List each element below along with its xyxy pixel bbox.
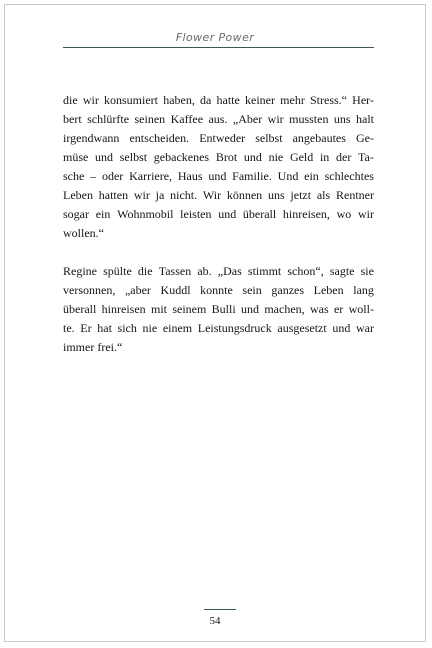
word: ja xyxy=(155,188,165,202)
word: aus. xyxy=(208,112,228,126)
text-line xyxy=(63,319,374,338)
word: die xyxy=(137,264,153,278)
word: hatte xyxy=(216,93,240,107)
word: gebackenes xyxy=(153,150,210,164)
word: Karriere, xyxy=(129,169,173,183)
word: Wir xyxy=(202,188,222,202)
word: versonnen, xyxy=(63,283,116,297)
word: die xyxy=(63,93,78,107)
word: ganzes xyxy=(271,283,305,297)
paragraph-gap xyxy=(63,243,374,262)
text-line xyxy=(63,205,374,224)
word: irgendwann xyxy=(63,131,120,145)
word: entscheiden. xyxy=(129,131,190,145)
text-line xyxy=(63,167,374,186)
word: Familie. xyxy=(232,169,272,183)
word: der xyxy=(336,150,352,164)
word: ein xyxy=(304,169,319,183)
word: können xyxy=(226,188,263,202)
word: überall xyxy=(242,207,277,221)
text-line xyxy=(63,148,374,167)
word: selbst xyxy=(119,150,148,164)
word: wir xyxy=(358,207,374,221)
word: oder xyxy=(101,169,124,183)
word: sche xyxy=(63,169,85,183)
word: halt xyxy=(356,112,374,126)
word: wollen.“ xyxy=(63,226,104,240)
footer-rule xyxy=(204,609,236,610)
word: Er xyxy=(80,321,92,335)
word: und xyxy=(208,169,227,183)
word: als xyxy=(316,188,331,202)
word: – xyxy=(90,169,97,183)
word: keiner xyxy=(245,93,275,107)
word: müse xyxy=(63,150,89,164)
word: „Aber xyxy=(232,112,263,126)
word: lang xyxy=(353,283,374,297)
word: Regine xyxy=(63,264,97,278)
word: in xyxy=(319,150,330,164)
word: „Das xyxy=(217,264,242,278)
word: hinreisen xyxy=(101,302,146,316)
word: Her- xyxy=(352,93,374,107)
word: uns xyxy=(267,188,285,202)
word: sich xyxy=(117,321,137,335)
text-line xyxy=(63,129,374,148)
word: konnte xyxy=(200,283,233,297)
word: Leben xyxy=(313,283,344,297)
word: Und xyxy=(277,169,299,183)
word: überall xyxy=(63,302,97,316)
text-line xyxy=(63,91,374,110)
word: wir xyxy=(267,112,284,126)
word: spülte xyxy=(103,264,132,278)
word: und xyxy=(95,150,114,164)
word: mehr xyxy=(280,93,305,107)
word: und xyxy=(243,150,262,164)
body-text xyxy=(63,91,374,357)
word: hatten xyxy=(98,188,129,202)
word: Stress.“ xyxy=(310,93,347,107)
text-line xyxy=(63,300,374,319)
word: leisten xyxy=(180,207,212,221)
word: sie xyxy=(360,264,374,278)
book-page xyxy=(4,4,426,642)
word: ausgesetzt xyxy=(277,321,327,335)
word: frei.“ xyxy=(97,340,123,354)
word: da xyxy=(200,93,212,107)
word: jetzt xyxy=(290,188,312,202)
word: Ge- xyxy=(355,131,374,145)
word: er xyxy=(333,302,344,316)
word: Tassen xyxy=(158,264,192,278)
word: nie xyxy=(142,321,158,335)
word: ein xyxy=(95,207,111,221)
word: sein xyxy=(242,283,262,297)
word: bert xyxy=(63,112,82,126)
paragraph xyxy=(63,91,374,243)
word: schlürfte xyxy=(87,112,130,126)
text-line xyxy=(63,262,374,281)
word: wo xyxy=(336,207,352,221)
page-number: 54 xyxy=(209,615,221,627)
word: was xyxy=(309,302,329,316)
text-line xyxy=(63,110,374,129)
word: Bulli xyxy=(211,302,236,316)
word: uns xyxy=(333,112,351,126)
word: stimmt xyxy=(247,264,282,278)
word: war xyxy=(355,321,374,335)
word: haben, xyxy=(163,93,195,107)
word: Entweder xyxy=(199,131,246,145)
word: mussten xyxy=(289,112,329,126)
word: angebautes xyxy=(292,131,346,145)
word: Leben xyxy=(63,188,93,202)
word: und xyxy=(332,321,351,335)
word: te. xyxy=(63,321,75,335)
word: Geld xyxy=(289,150,314,164)
text-line xyxy=(63,186,374,205)
word: und xyxy=(218,207,237,221)
paragraph xyxy=(63,262,374,357)
word: woll- xyxy=(348,302,374,316)
word: nie xyxy=(268,150,284,164)
word: Kaffee xyxy=(170,112,204,126)
text-line xyxy=(63,338,374,357)
word: machen, xyxy=(264,302,305,316)
word: schon“, xyxy=(287,264,324,278)
word: immer xyxy=(63,340,95,354)
word: Haus xyxy=(177,169,203,183)
word: Rentner xyxy=(335,188,374,202)
word: und xyxy=(241,302,259,316)
word: wir xyxy=(82,93,99,107)
word: nicht. xyxy=(170,188,198,202)
word: hat xyxy=(97,321,112,335)
word: Kuddl xyxy=(160,283,191,297)
word: hinreisen, xyxy=(282,207,330,221)
word: „aber xyxy=(124,283,151,297)
word: einem xyxy=(162,321,193,335)
word: konsumiert xyxy=(104,93,159,107)
word: selbst xyxy=(255,131,283,145)
word: wir xyxy=(133,188,150,202)
word: Wohnmobil xyxy=(117,207,174,221)
word: seinem xyxy=(172,302,207,316)
word: sogar xyxy=(63,207,89,221)
header-rule xyxy=(63,47,374,48)
word: schlechtes xyxy=(324,169,374,183)
word: Ta- xyxy=(358,150,374,164)
word: seinen xyxy=(134,112,166,126)
word: Brot xyxy=(215,150,238,164)
word: ab. xyxy=(197,264,212,278)
word: mit xyxy=(150,302,167,316)
running-head-title: Flower Power xyxy=(175,31,255,44)
word: Leistungsdruck xyxy=(197,321,272,335)
word: sagte xyxy=(329,264,355,278)
text-line xyxy=(63,281,374,300)
text-line xyxy=(63,224,374,243)
